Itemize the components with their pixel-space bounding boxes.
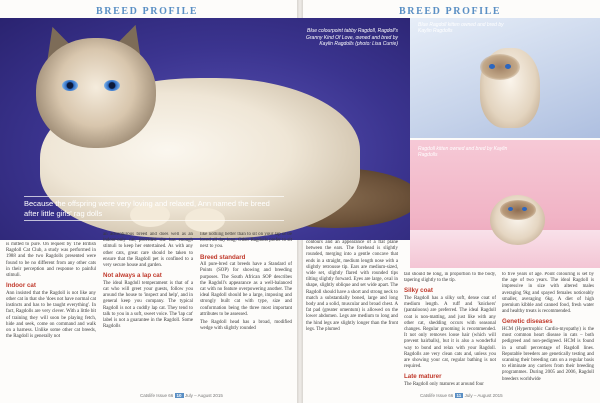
left-page-header: BREED PROFILE — [96, 6, 199, 17]
body-paragraph: Ann insisted that the Ragdoll is not like any other cat in that she 'does not have normal cat instincts and has to be taught everything'. In fact, Ragdolls are very clever. With a little bit of training they will soon be playing fetch, hide and seek, come on command and walk on a harness. Unlike some other cat breeds, the Ragdoll is generally not — [6, 290, 96, 340]
section-heading: Late maturer — [404, 373, 442, 381]
body-paragraph: an adventurous breed and does well as an indoor-only cat, provided she has enough stimuli to keep her entertained. As with any other cats, great care should be taken to ensure that the Ragdoll pet is confined to a very secure house and garden. — [103, 232, 193, 269]
top-photo-caption: Blue Ragdoll kitten owned and bred by Kaylin Ragdolls — [418, 22, 504, 34]
kitten-face — [480, 54, 520, 80]
hero-photo-caption: Blue colourpoint tabby Ragdoll, Ragdoll's Granny Kind Of Love, owned and bred by Kaylin Ragdolls (photo: Lisa Currie) — [305, 28, 398, 47]
kitten-eye-left — [508, 207, 513, 211]
body-paragraph: is mitted to pure. On request by The British Ragdoll Cat Club, a study was performed in 1988 and the two Ragdolls presented were found to be no different from any other cats in their perception and response to painful stimuli. — [6, 242, 96, 279]
left-page-footer — [140, 393, 223, 398]
pull-quote-text: Because the offspring were very loving and relaxed, Ann named the breed after little girls' rag dolls — [24, 199, 270, 218]
page-number: 11 — [456, 393, 462, 398]
cat-head — [36, 38, 156, 148]
text-column-3 — [200, 232, 292, 392]
section-heading: Silky coat — [404, 287, 433, 295]
pull-quote — [24, 196, 284, 221]
footer-date: July – August 2015 — [464, 393, 503, 398]
cat-eye-left — [62, 80, 78, 91]
cat-eye-right — [104, 80, 120, 91]
section-heading: Not always a lap cat — [103, 272, 162, 280]
right-page-footer — [420, 393, 503, 398]
body-paragraph: The Ragdoll head has a broad, modified wedge with slightly rounded — [200, 319, 292, 332]
right-page-header: BREED PROFILE — [399, 6, 502, 17]
text-column-4 — [306, 240, 398, 392]
text-column-5 — [404, 272, 496, 392]
body-paragraph: tail should be long, in proportion to the body, tapering slightly to the tip. — [404, 272, 496, 284]
body-paragraph: like nothing better than to sit on your lap or be loved all day long. Other Ragdolls prefer to sit next to you. — [200, 232, 292, 250]
body-paragraph: All pure-bred cat breeds have a Standard of Points (SOP) for showing and breeding purposes. The South African SOP describes the Ragdoll's appearance as a well-balanced cat with no feature overpowering another. The ideal Ragdoll should be a large, imposing and strongly built cat with type, size and conformation being the three most important attributes to be assessed. — [200, 262, 292, 317]
body-paragraph: The Ragdoll has a silky soft, dense coat of medium length. A ruff and 'knickers' (pantaloons) are preferred. The ideal Ragdoll coat is non-matting, and just like with any other cat, shedding occurs with seasonal changes. Regular grooming is recommended. It not only removes loose hair (which will prevent hairballs), but it is also a wonderful way to bond and relax with your Ragdoll. Ragdolls are very clean cats and, unless you are showing your cat, regular bathing is not required. — [404, 295, 496, 370]
footer-issue: Catslife Issue 66 — [420, 393, 454, 398]
kitten-eye-right — [522, 207, 527, 211]
kitten-face — [500, 200, 536, 220]
body-paragraph: contours and an appearance of a flat plane between the ears. The forehead is slightly rounded, merging into a gentle concave that ends in a straight, medium length nose with a slightly retrousse tip. Ears are medium-sized, wide set, slightly flared with rounded tips tilting slightly forward. Eyes are large, oval in shape, slightly oblique and set wide apart. The Ragdoll should have a short and strong neck to match a substantially boned, large and long body and a solid, muscular and broad chest. A fat pad (greater omentum) is allowed on the lower abdomen. Legs are medium to long and the hind legs are slightly longer than the front legs. The plumed — [306, 240, 398, 332]
text-column-2 — [103, 232, 193, 392]
text-column-6 — [502, 272, 594, 392]
footer-issue: Catslife Issue 66 — [140, 393, 174, 398]
bottom-photo-caption: Ragdoll kitten owned and bred by Kaylin Ragdolls — [418, 146, 508, 158]
kitten-eye-left — [489, 64, 495, 69]
body-paragraph: to five years of age. Point colouring is set by the age of two years. The ideal Ragdoll is impressive in size with altered males averaging 9kg and spayed females noticeably smaller, averaging 6kg. A diet of high premium kibble and canned food, fresh water and healthy treats is recommended. — [502, 272, 594, 315]
kitten-eye-right — [505, 64, 511, 69]
section-heading: Genetic diseases — [502, 318, 553, 326]
page-number: 10 — [176, 393, 182, 398]
section-heading: Breed standard — [200, 253, 246, 261]
section-heading: Indoor cat — [6, 282, 36, 290]
text-column-1 — [6, 242, 96, 392]
body-paragraph: The Ragdoll only matures at around four — [404, 381, 484, 387]
body-paragraph: HCM (Hypertrophic Cardio-myopathy) is the most common heart disease in cats – both pedigreed and non-pedigreed. HCM is found in a small percentage of Ragdoll lines. Reputable breeders are genetically testing and scanning their breeding cats on a regular basis to eliminate any carriers from their breeding programmes. During 2005 and 2006, Ragdoll breeders worldwide — [502, 326, 594, 382]
body-paragraph: The ideal Ragdoll temperament is that of a cat who will greet your guests, follow you around the house to 'inspect and help', and in general keep you company. The typical Ragdoll is not a cuddly lap cat. They tend to talk to you in a soft, sweet voice. The 'lap cat' label is not a guarantee in the Ragdoll. Some Ragdolls — [103, 280, 193, 330]
footer-date: July – August 2015 — [184, 393, 223, 398]
quote-rule-bottom — [24, 220, 284, 221]
